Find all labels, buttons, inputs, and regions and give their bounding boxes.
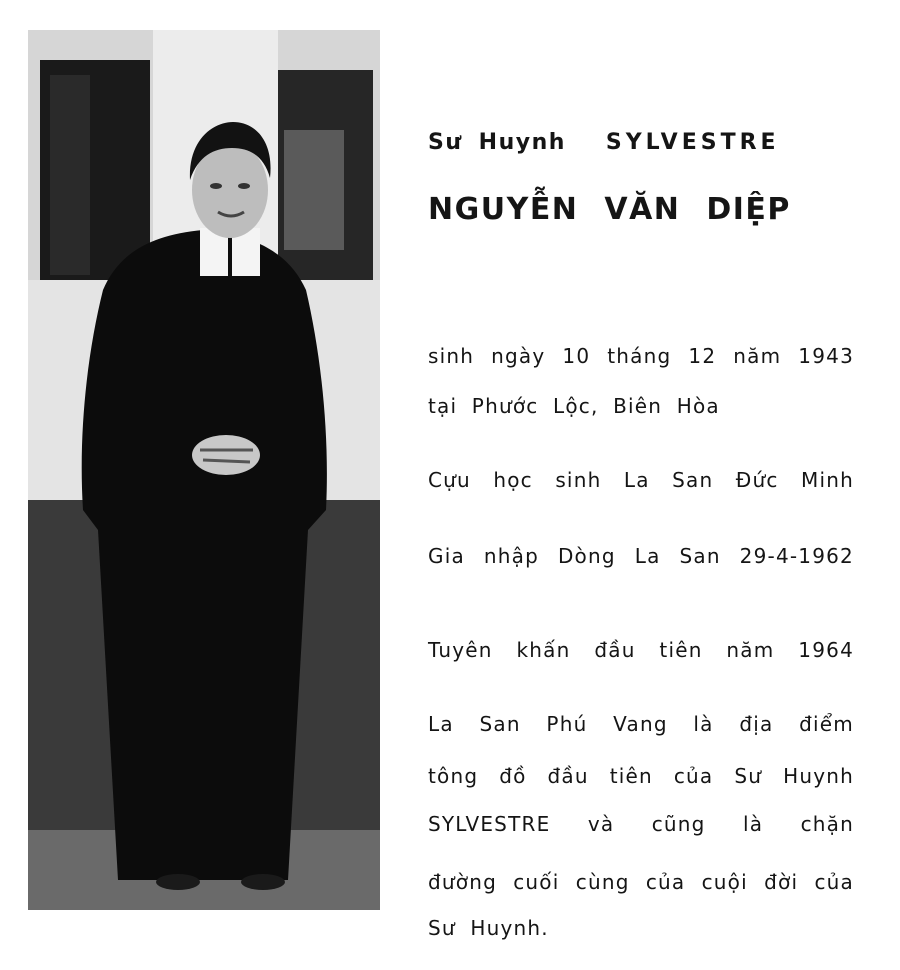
assignment-line-5: Sư Huynh.	[428, 916, 549, 940]
assignment-line-3: SYLVESTRE và cũng là chặn	[428, 812, 854, 836]
assignment-line-4: đường cuối cùng của cuội đời của	[428, 870, 854, 894]
right-window-grille	[284, 130, 344, 250]
portrait-photo	[28, 30, 380, 910]
title-prefix: Sư Huynh	[428, 130, 566, 155]
birth-place: tại Phước Lộc, Biên Hòa	[428, 394, 720, 418]
first-vows-line: Tuyên khấn đầu tiên năm 1964	[428, 638, 854, 662]
left-shoe	[156, 874, 200, 890]
title-line	[428, 130, 780, 155]
assignment-line-1: La San Phú Vang là địa điểm	[428, 712, 854, 736]
right-eye	[238, 183, 250, 189]
birth-date: sinh ngày 10 tháng 12 năm 1943	[428, 344, 854, 368]
full-name: NGUYỄN VĂN DIỆP	[428, 192, 791, 227]
right-shoe	[241, 874, 285, 890]
assignment-line-2: tông đồ đầu tiên của Sư Huynh	[428, 764, 854, 788]
left-window-pane	[50, 75, 90, 275]
religious-name: SYLVESTRE	[605, 130, 780, 155]
alumni-line: Cựu học sinh La San Đức Minh	[428, 468, 854, 492]
left-eye	[210, 183, 222, 189]
portrait-illustration	[28, 30, 380, 910]
joined-line: Gia nhập Dòng La San 29-4-1962	[428, 544, 854, 568]
robe	[82, 230, 327, 880]
clasped-hands	[192, 435, 260, 475]
